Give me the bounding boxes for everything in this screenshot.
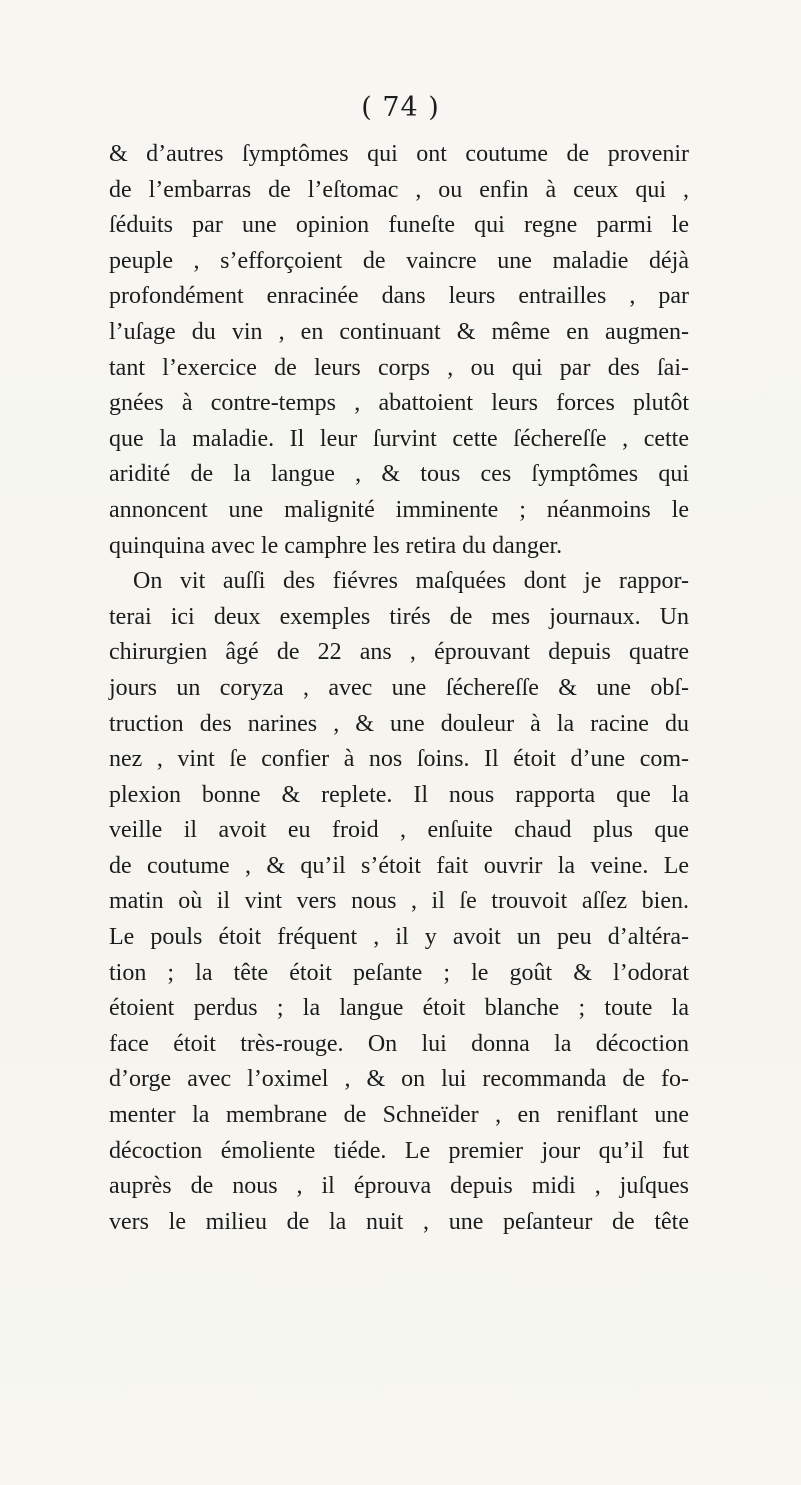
text-line: terai ici deux exemples tirés de mes journaux. Un <box>109 603 689 630</box>
text-line: gnées à contre-temps , abattoient leurs forces plutôt <box>109 390 689 417</box>
text-line: tant l’exercice de leurs corps , ou qui par des ſai- <box>109 354 689 381</box>
text-line: jours un coryza , avec une ſéchereſſe & une obſ- <box>109 674 689 701</box>
text-line: matin où il vint vers nous , il ſe trouvoit aſſez bien. <box>109 888 689 915</box>
text-line: ſéduits par une opinion funeſte qui regne parmi le <box>109 212 689 239</box>
text-line: aridité de la langue , & tous ces ſymptômes qui <box>109 461 689 488</box>
text-line: auprès de nous , il éprouva depuis midi , juſques <box>109 1173 689 1200</box>
text-line: veille il avoit eu froid , enſuite chaud plus que <box>109 817 689 844</box>
body-text <box>109 137 689 1240</box>
text-line: d’orge avec l’oximel , & on lui recommanda de fo- <box>109 1066 689 1093</box>
text-line: tion ; la tête étoit peſante ; le goût & l’odorat <box>109 959 689 986</box>
text-line: plexion bonne & replete. Il nous rapporta que la <box>109 781 689 808</box>
text-line: annoncent une malignité imminente ; néanmoins le <box>109 496 689 523</box>
text-line: décoction émoliente tiéde. Le premier jour qu’il fut <box>109 1137 689 1164</box>
text-line: l’uſage du vin , en continuant & même en augmen- <box>109 318 689 345</box>
page-number: ( 74 ) <box>361 92 440 123</box>
text-line: face étoit très-rouge. On lui donna la décoction <box>109 1030 689 1057</box>
text-line: de coutume , & qu’il s’étoit fait ouvrir la veine. Le <box>109 852 689 879</box>
text-line: nez , vint ſe confier à nos ſoins. Il étoit d’une com- <box>109 746 689 773</box>
text-line: menter la membrane de Schneïder , en reniflant une <box>109 1102 689 1129</box>
text-line: chirurgien âgé de 22 ans , éprouvant depuis quatre <box>109 639 689 666</box>
text-line: peuple , s’efforçoient de vaincre une maladie déjà <box>109 247 689 274</box>
text-line: Le pouls étoit fréquent , il y avoit un peu d’altéra- <box>109 924 689 951</box>
text-line: profondément enracinée dans leurs entrailles , par <box>109 283 689 310</box>
paragraph-start-line: On vit auſſi des fiévres maſquées dont je rappor- <box>133 568 689 595</box>
text-line: truction des narines , & une douleur à la racine du <box>109 710 689 737</box>
text-line: & d’autres ſymptômes qui ont coutume de provenir <box>109 141 689 167</box>
text-line: que la maladie. Il leur ſurvint cette ſéchereſſe , cette <box>109 425 689 452</box>
text-line: quinquina avec le camphre les retira du danger. <box>109 532 563 559</box>
text-line: de l’embarras de l’eſtomac , ou enfin à ceux qui , <box>109 176 689 203</box>
text-line: vers le milieu de la nuit , une peſanteur de tête <box>109 1208 689 1235</box>
text-line: étoient perdus ; la langue étoit blanche ; toute la <box>109 995 689 1022</box>
